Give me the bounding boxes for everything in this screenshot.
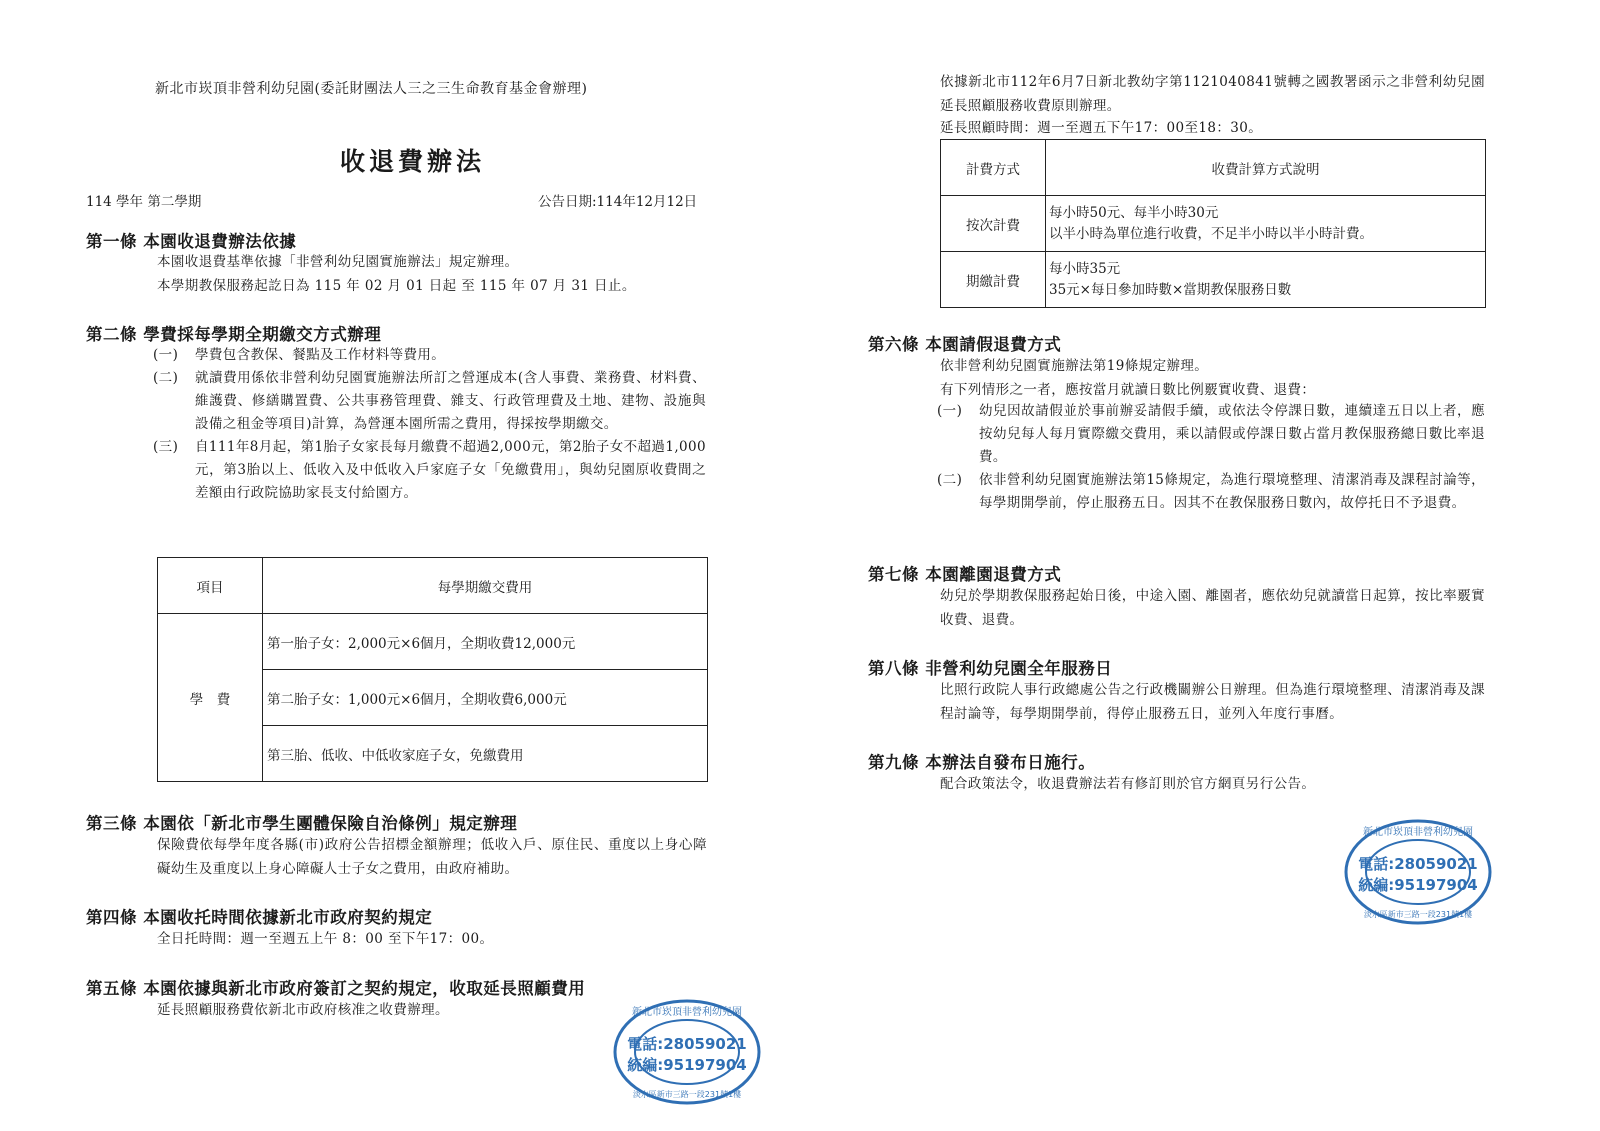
item-text: 學費包含教保、餐點及工作材料等費用。: [195, 347, 446, 363]
article-1-heading: 第一條 本園收退費辦法依據: [86, 232, 297, 251]
tuition-table: [157, 557, 708, 782]
announce-date: 公告日期:114年12月12日: [538, 194, 698, 210]
table-cell: 第一胎子女：2,000元×6個月，全期收費12,000元: [263, 614, 708, 670]
article-2-items: [153, 344, 706, 505]
table-cell: [1046, 252, 1486, 308]
article-3-heading: 第三條 本園依「新北市學生團體保險自治條例」規定辦理: [86, 814, 518, 833]
item-number: (三): [153, 439, 179, 455]
item-text: 幼兒因故請假並於事前辦妥請假手續，或依法令停課日數，連續達五日以上者，應按幼兒每人每月實際繳交費用，乘以請假或停課日數占當月教保服務總日數比率退費。: [979, 403, 1485, 465]
list-item: [937, 400, 1485, 469]
item-text: 自111年8月起，第1胎子女家長每月繳費不超過2,000元，第2胎子女不超過1,000元，第3胎以上、低收入及中低收入戶家庭子女「免繳費用」，與幼兒園原收費間之差額由行政院協助家長支付給園方。: [195, 439, 706, 501]
stamp-tax-id: 統編:95197904: [627, 1056, 747, 1074]
cell-line: 每小時35元: [1049, 260, 1121, 277]
table-header: 計費方式: [941, 140, 1046, 196]
table-cell: [1046, 196, 1486, 252]
stamp-org: 新北市崁頂非營利幼兒園: [1363, 827, 1473, 838]
list-item: [153, 344, 706, 367]
article-6-body: [940, 354, 1485, 402]
stamp-tax-id: 統編:95197904: [1358, 876, 1478, 894]
page-title: 收退費辦法: [340, 147, 486, 176]
article-3-body: 保險費依每學年度各縣(市)政府公告招標金額辦理；低收入戶、原住民、重度以上身心障礙幼生及重度以上身心障礙人士子女之費用，由政府補助。: [157, 837, 707, 877]
cell-line: 每小時50元、每半小時30元: [1049, 204, 1219, 221]
article-9-body: 配合政策法令，收退費辦法若有修訂則於官方網頁另行公告。: [940, 776, 1316, 792]
article-9-heading: 第九條 本辦法自發布日施行。: [868, 753, 1096, 772]
stamp-phone: 電話:28059021: [627, 1035, 747, 1053]
article-4-body: 全日托時間：週一至週五上午 8：00 至下午17：00。: [157, 931, 494, 947]
table-header: 收費計算方式說明: [1046, 140, 1486, 196]
stamp-phone: 電話:28059021: [1358, 855, 1478, 873]
seal-graphic: [615, 1001, 759, 1103]
item-number: (二): [153, 370, 179, 386]
item-number: (二): [937, 472, 963, 488]
cell-line: 35元×每日參加時數×當期教保服務日數: [1049, 281, 1292, 298]
official-seal-stamp: [1343, 818, 1493, 926]
table-row-label: 期繳計費: [941, 252, 1046, 308]
article-1-body: [157, 250, 717, 298]
table-row-label: 學 費: [158, 614, 263, 782]
extended-care-hours: 延長照顧時間：週一至週五下午17：00至18：30。: [940, 120, 1263, 136]
article-1-line: 本園收退費基準依據「非營利幼兒園實施辦法」規定辦理。: [157, 254, 519, 270]
table-header: 項目: [158, 558, 263, 614]
item-text: 就讀費用係依非營利幼兒園實施辦法所訂之營運成本(含人事費、業務費、材料費、維護費、修繕購置費、公共事務管理費、雜支、行政管理費及土地、建物、設施與設備之租金等項目)計算，為營運本園所需之費用，得採按學期繳交。: [195, 370, 706, 432]
article-1-line: 本學期教保服務起訖日為 115 年 02 月 01 日起 至 115 年 07 月 31 日止。: [157, 278, 636, 294]
stamp-address: 淡水區新市三路一段231號1樓: [1363, 910, 1473, 919]
item-number: (一): [937, 403, 963, 419]
item-number: (一): [153, 347, 179, 363]
table-header: 每學期繳交費用: [263, 558, 708, 614]
table-row-label: 按次計費: [941, 196, 1046, 252]
stamp-org: 新北市崁頂非營利幼兒園: [632, 1007, 742, 1018]
article-5-heading: 第五條 本園依據與新北市政府簽訂之契約規定，收取延長照顧費用: [86, 979, 586, 998]
article-2-heading: 第二條 學費採每學期全期繳交方式辦理: [86, 325, 382, 344]
organization-header: 新北市崁頂非營利幼兒園(委託財團法人三之三生命教育基金會辦理): [155, 81, 588, 97]
article-8-heading: 第八條 非營利幼兒園全年服務日: [868, 659, 1113, 678]
table-cell: 第二胎子女：1,000元×6個月，全期收費6,000元: [263, 670, 708, 726]
official-seal-stamp: [612, 998, 762, 1106]
stamp-address: 淡水區新市三路一段231號1樓: [632, 1090, 742, 1099]
article-5-continuation: 依據新北市112年6月7日新北教幼字第1121040841號轉之國教署函示之非營利幼兒園延長照顧服務收費原則辦理。: [940, 74, 1485, 114]
article-6-heading: 第六條 本園請假退費方式: [868, 335, 1062, 354]
table-cell: 第三胎、低收、中低收家庭子女，免繳費用: [263, 726, 708, 782]
list-item: [153, 436, 706, 505]
list-item: [153, 367, 706, 436]
article-4-heading: 第四條 本園收托時間依據新北市政府契約規定: [86, 908, 433, 927]
article-7-body: 幼兒於學期教保服務起始日後，中途入園、離園者，應依幼兒就讀當日起算，按比率覈實收費、退費。: [940, 588, 1485, 628]
term-label: 114 學年 第二學期: [86, 194, 202, 210]
article-6-line: 有下列情形之一者，應按當月就讀日數比例覈實收費、退費：: [940, 382, 1316, 398]
article-8-body: 比照行政院人事行政總處公告之行政機關辦公日辦理。但為進行環境整理、清潔消毒及課程討論等，每學期開學前，得停止服務五日，並列入年度行事曆。: [940, 682, 1485, 722]
seal-graphic: [1346, 821, 1490, 923]
item-text: 依非營利幼兒園實施辦法第15條規定，為進行環境整理、清潔消毒及課程討論等，每學期開學前，停止服務五日。因其不在教保服務日數內，故停托日不予退費。: [979, 472, 1485, 511]
extended-care-table: [940, 139, 1486, 308]
article-7-heading: 第七條 本園離園退費方式: [868, 565, 1062, 584]
article-6-line: 依非營利幼兒園實施辦法第19條規定辦理。: [940, 358, 1209, 374]
list-item: [937, 469, 1485, 515]
cell-line: 以半小時為單位進行收費，不足半小時以半小時計費。: [1049, 225, 1373, 242]
article-5-body: 延長照顧服務費依新北市政府核准之收費辦理。: [157, 1002, 449, 1018]
article-6-items: [937, 400, 1485, 515]
